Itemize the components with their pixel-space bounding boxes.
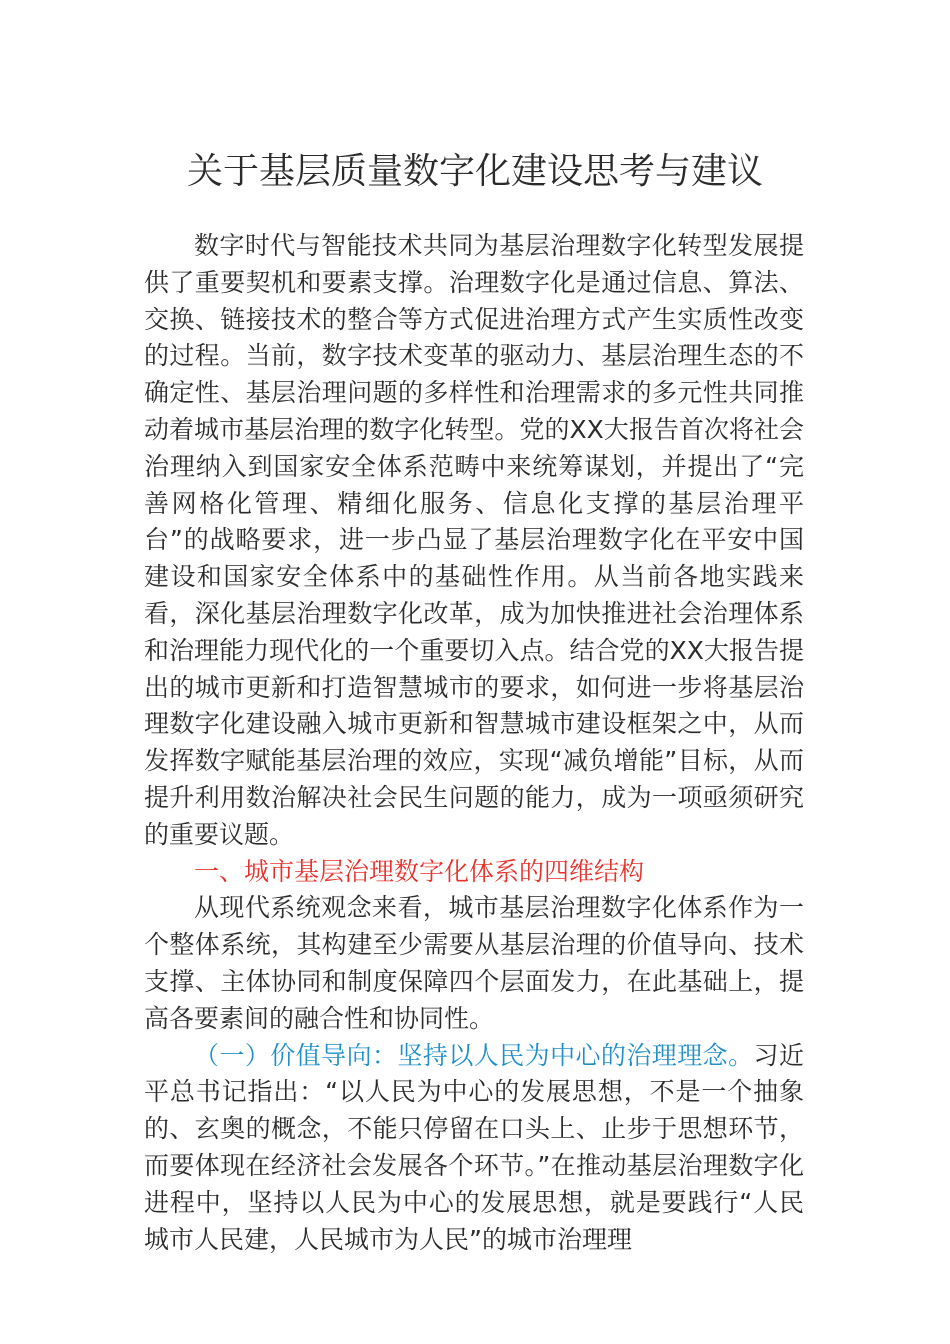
paragraph-value-orientation xyxy=(144,1038,804,1259)
document-title: 关于基层质量数字化建设思考与建议 xyxy=(186,151,763,192)
subsection-heading: （一）价值导向：坚持以人民为中心的治理理念。 xyxy=(194,1040,754,1070)
paragraph-section-one: 从现代系统观念来看，城市基层治理数字化体系作为一个整体系统，其构建至少需要从基层治理的价值导向、技术支撑、主体协同和制度保障四个层面发力，在此基础上，提高各要素间的融合性和协同性。 xyxy=(144,893,804,1033)
section-heading: 一、城市基层治理数字化体系的四维结构 xyxy=(194,856,645,886)
paragraph-intro: 数字时代与智能技术共同为基层治理数字化转型发展提供了重要契机和要素支撑。治理数字化是通过信息、算法、交换、链接技术的整合等方式促进治理方式产生实质性改变的过程。当前，数字技术变革的驱动力、基层治理生态的不确定性、基层治理问题的多样性和治理需求的多元性共同推动着城市基层治理的数字化转型。党的XX大报告首次将社会治理纳入到国家安全体系范畴中来统筹谋划，并提出了“完善网格化管理、精细化服务、信息化支撑的基层治理平台”的战略要求，进一步凸显了基层治理数字化在平安中国建设和国家安全体系中的基础性作用。从当前各地实践来看，深化基层治理数字化改革，成为加快推进社会治理体系和治理能力现代化的一个重要切入点。结合党的XX大报告提出的城市更新和打造智慧城市的要求，如何进一步将基层治理数字化建设融入城市更新和智慧城市建设框架之中，从而发挥数字赋能基层治理的效应，实现“减负增能”目标，从而提升利用数治解决社会民生问题的能力，成为一项亟须研究的重要议题。 xyxy=(144,231,804,849)
paragraph-value-orientation-text: 习近平总书记指出：“以人民为中心的发展思想，不是一个抽象的、玄奥的概念，不能只停留在口头上、止步于思想环节，而要体现在经济社会发展各个环节。”在推动基层治理数字化进程中，坚持以人民为中心的发展思想，就是要践行“人民城市人民建，人民城市为人民”的城市治理理 xyxy=(144,1040,804,1254)
document-body xyxy=(144,228,804,1258)
